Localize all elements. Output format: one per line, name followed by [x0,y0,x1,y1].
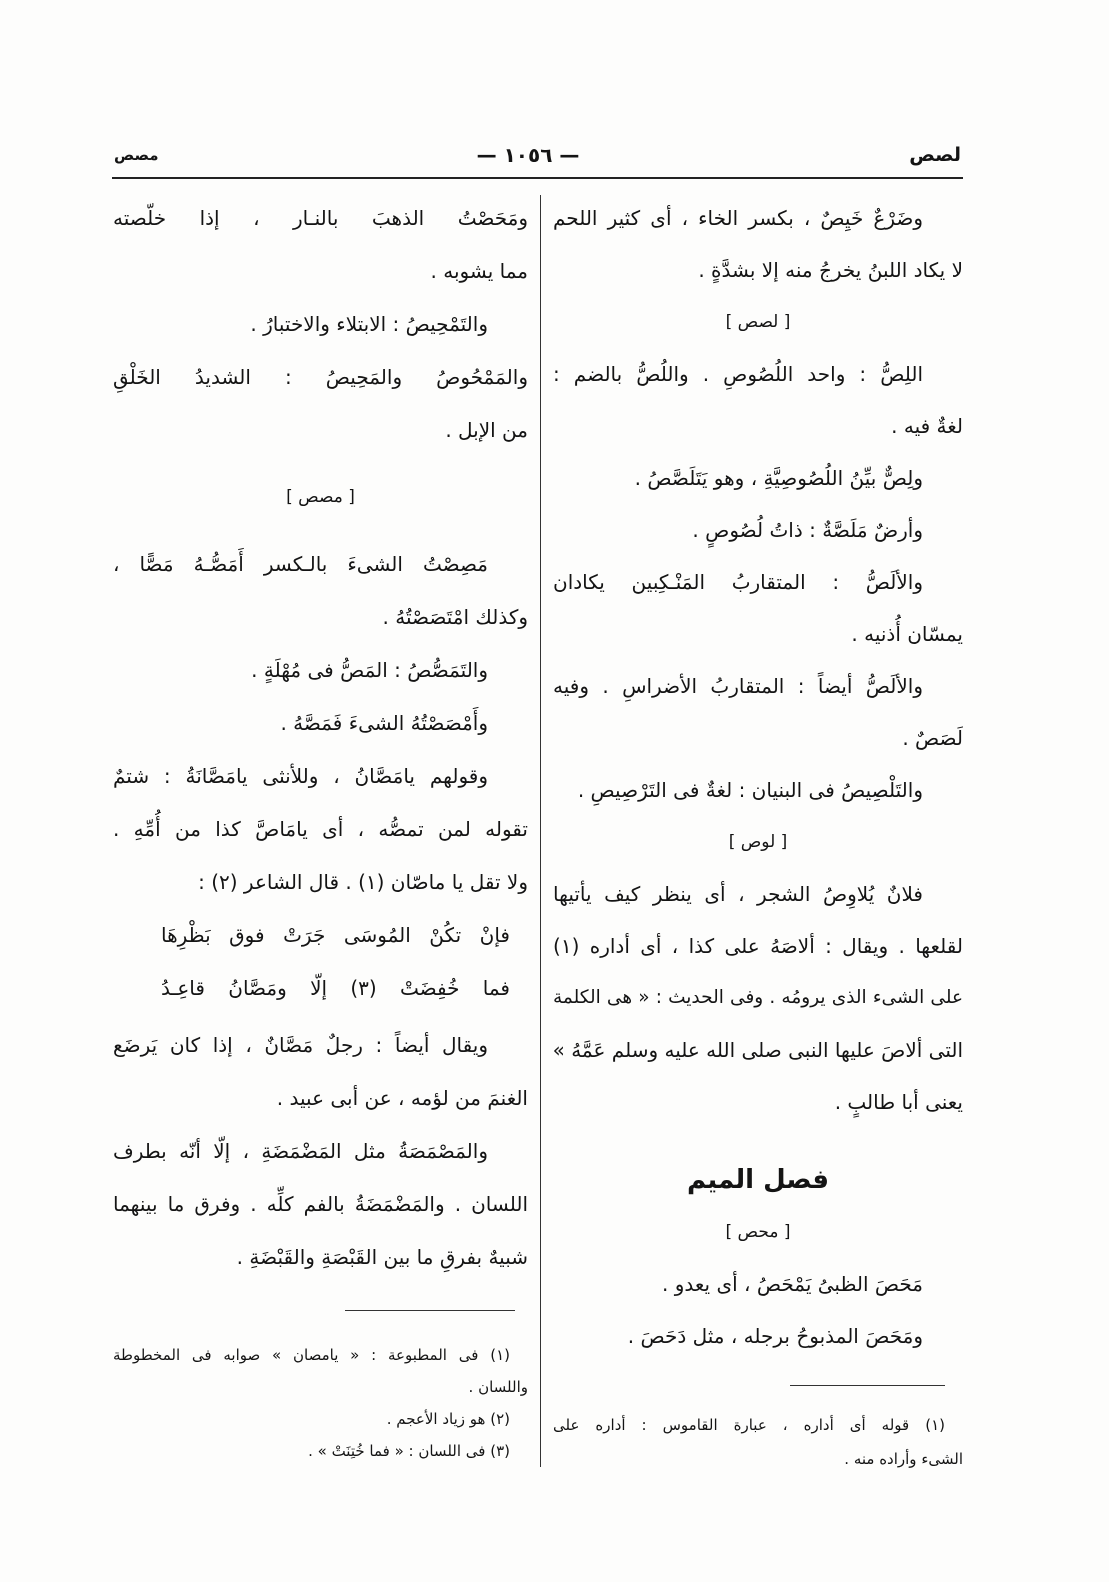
entry-line: مَحَصَ الظبىُ يَمْحَصُ ، أى يعدو . [662,1272,923,1296]
entry-line: فلانٌ يُلاوِصُ الشجر ، أى ينظر كيف يأتيها [553,882,923,906]
entry-paragraph [553,504,963,556]
header-root-right: لصص [909,144,961,166]
entry-line: لَصَصٌ . [902,726,963,750]
entry-paragraph [113,1019,528,1125]
section-heading: فصل الميم [686,1165,829,1195]
header-rule [112,177,963,179]
entry-line: لقلعها . ويقال : ألاصَهُ على كذا ، أى أداره (١) [553,934,963,958]
entry-line: وكذلك امْتَصَصْتُهُ . [382,605,528,629]
entry-line: وأَمْصَصْتُهُ الشىءَ فَمَصَّهُ . [280,711,488,735]
entry-line: يمسّان أُذنيه . [851,622,963,646]
entry-paragraph [553,660,963,764]
entry-line: ويقال أيضاً : رجلٌ مَصَّانٌ ، إذا كان يَرضَع [113,1033,488,1057]
entry-line: لا يكاد اللبنُ يخرجُ منه إلا بشدَّةٍ . [698,258,963,282]
entry-line: وقولهم يامَصَّانُ ، وللأنثى يامَصَّانَةُ : شتمٌ [113,764,488,788]
entry-paragraph [553,868,963,1128]
root-heading: [ مصص ] [286,487,355,507]
entry-paragraph [113,298,528,351]
entry-line: ولِصٌّ بيِّنُ اللُصُوصِيَّةِ ، وهو يَتَلَصَّصُ . [634,466,923,490]
footnotes-left [113,1339,528,1467]
entry-line: يعنى أبا طالبٍ . [834,1090,963,1114]
poem [113,909,528,1015]
entry-line: شبيهٌ بفرقِ ما بين القَبْصَةِ والقَبْضَةِ . [236,1245,528,1269]
entry-line: ومَحَصَ المذبوحُ برجله ، مثل دَحَصَ . [627,1324,923,1348]
entry-line: على الشىء الذى يرومُه . وفى الحديث : « هى الكلمة [553,987,963,1008]
footnotes-right [553,1408,963,1476]
right-column [553,192,963,1362]
entry-line: اللِصُّ : واحد اللُصُوصِ . واللُصُّ بالضم : [553,362,923,386]
entry-line: الغنمَ من لؤمه ، عن أبى عبيد . [276,1086,528,1110]
entry-paragraph [553,1258,963,1310]
entry-line: والمَمْحُوصُ والمَحِيصُ : الشديدُ الخَلْقِ [113,365,528,389]
verse-line: فإنْ تكُنْ المُوسَى جَرَتْ فوق بَظْرِهَا [161,923,510,947]
footnote-rule [790,1385,945,1386]
footnote-rule [345,1310,515,1311]
entry-line: لغةٌ فيه . [891,414,963,438]
footnote-line: (١) قوله أى أداره ، عبارة القاموس : أداره على [553,1416,945,1434]
entry-paragraph [553,556,963,660]
entry-line: اللسان . والمَضْمَضَةُ بالفم كلِّه . وفرق ما بينهما [113,1192,528,1216]
entry-paragraph [553,192,963,296]
entry-paragraph [113,644,528,697]
entry-line: تقوله لمن تمصُّه ، أى يامَاصَّ كذا من أُمِّهِ . [113,817,528,841]
root-heading: [ لصص ] [725,312,791,332]
root-heading: [ محص ] [725,1222,791,1242]
entry-paragraph [553,764,963,816]
entry-paragraph [113,538,528,644]
entry-line: من الإبل . [445,418,528,442]
entry-line: مما يشوبه . [430,259,528,283]
entry-line: والتَلْصِيصُ فى البنيان : لغةٌ فى التَرْصِيصِ . [577,778,923,802]
entry-line: والألَصُّ : المتقاربُ المَنْـكِبين يكادان [553,570,923,594]
entry-line: وضَرْعٌ خَيِصٌ ، بكسر الخاء ، أى كثير اللحم [553,206,923,230]
entry-line: ومَحَصْتُ الذهبَ بالنـار ، إذا خلّصته [113,206,528,230]
root-heading: [ لوص ] [728,832,788,852]
entry-paragraph [553,452,963,504]
footnote-line: واللسان . [468,1378,528,1396]
footnote-line: (٣) فى اللسان : « فما خُتِنَتْ » . [308,1442,510,1460]
entry-line: ولا تقل يا ماصّان (١) . قال الشاعر (٢) : [198,870,528,894]
footnote-line: (١) فى المطبوعة : « يامصان » صوابه فى المخطوطة [113,1346,510,1364]
header-root-left: مصص [114,146,159,164]
entry-line: والألَصُّ أيضاً : المتقاربُ الأضراسِ . وفيه [553,674,923,698]
entry-paragraph [113,750,528,909]
entry-paragraph [113,351,528,457]
column-divider [540,195,541,1467]
footnote-line: (٢) هو زياد الأعجم . [386,1410,510,1428]
footnote-line: الشىء وأراده منه . [844,1450,963,1468]
entry-line: وأرضٌ مَلَصَّةٌ : ذاتُ لُصُوصٍ . [692,518,923,542]
entry-paragraph [553,1310,963,1362]
entry-line: والمَصْمَصَةُ مثل المَضْمَضَةِ ، إلّا أنّه بطرف [113,1139,488,1163]
entry-line: التى ألاصَ عليها النبى صلى الله عليه وسلم عَمَّهُ » [553,1038,963,1062]
entry-line: والتَمَصُّصُ : المَصُّ فى مُهْلَةٍ . [251,658,488,682]
entry-paragraph [113,697,528,750]
entry-paragraph [113,192,528,298]
left-column [113,192,528,1284]
entry-line: مَصِصْتُ الشىءَ بالـكسر أَمَصُّـهُ مَصًّا ، [113,552,488,576]
page-number: — ١٠٥٦ — [476,143,580,167]
verse-line: فما خُفِضَتْ (٣) إلّا ومَصَّانُ قاعِـدُ [161,976,510,1000]
entry-line: والتَمْحِيصُ : الابتلاء والاختبارُ . [250,312,488,336]
entry-paragraph [113,1125,528,1284]
entry-paragraph [553,348,963,452]
